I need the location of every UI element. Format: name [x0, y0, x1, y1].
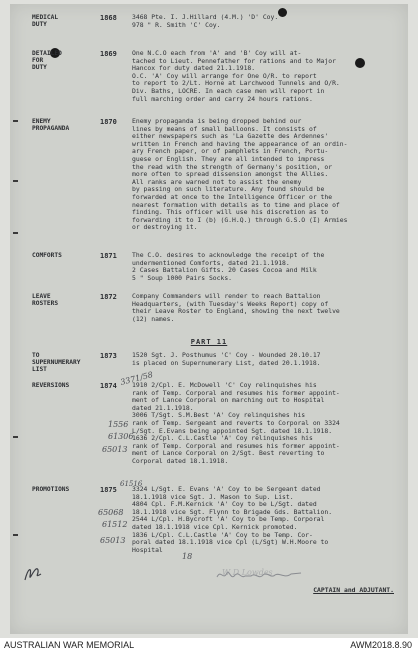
entry-heading: DETAILED FOR DUTY [32, 50, 62, 72]
entry-number: 1875 [100, 486, 117, 494]
margin-mark [13, 120, 18, 122]
entry-text: The C.O. desires to acknowledge the receipt of the undermentioned Comforts, dated 21.1.1918. 2 Cases Battalion Gifts. 20 Cases Cocoa and Milk 5 " Soup 1000 Pairs Socks. [132, 251, 325, 282]
entry-text: 1910 2/Cpl. E. McDowell 'C' Coy relinquishes his rank of Temp. Corporal and resumes his former appoint- ment of Lance Corporal on marching out to Hospital dated 21.1.1918. 3006 T/Sgt. S.M.Best 'A' Coy relinquishes his rank of Temp. Sergeant and reverts to Corporal on 3324 L/Sgt. E.Evans being appointed Sgt. dated 18.1.1918. 1636 2/Cpl. C.L.Castle 'A' Coy relinquishes his rank of Temp. Corporal and resumes his former appoint- ment of Lance Corporal on 2/Sgt. Best reverting to Corporal dated 18.1.1918. [132, 381, 340, 465]
entry-heading: TO SUPERNUMERARY LIST [32, 352, 81, 374]
entry-text: One N.C.O each from 'A' and 'B' Coy will at- tached to Lieut. Pennefather for rations and to Major Hancox for duty dated 21.1.1918. O.C. 'A' Coy will arrange for One O/R. to report to report to 2/Lt. Horne at Larchwood Tunnels and O/R. Div. Baths, LOCRE. In each case men will report in full marching order and carry 24 hours rations. [132, 49, 340, 103]
archive-footer [0, 638, 418, 653]
entry-text: 1520 Sgt. J. Posthumus 'C' Coy - Wounded 20.10.17 is placed on Supernumerary List, dated 20.1.1918. [132, 351, 321, 367]
margin-mark [13, 534, 18, 536]
entry-heading: REVERSIONS [32, 382, 70, 389]
entry-number: 1869 [100, 50, 117, 58]
handwritten-note: 1556 [108, 420, 129, 429]
margin-mark [13, 436, 18, 438]
routine-orders-sheet [10, 4, 408, 634]
handwritten-note: 61306 [108, 432, 134, 441]
entry-heading: MEDICAL DUTY [32, 14, 59, 29]
handwritten-note: 18 [182, 552, 193, 561]
handwritten-note: 65068 [98, 508, 124, 517]
entry-text: 3324 L/Sgt. E. Evans 'A' Coy to be Sergeant dated 18.1.1918 vice Sgt. J. Mason to Sup. List. 4804 Cpl. F.M.Kernick 'A' Coy to be L/Sgt. dated 18.1.1918 vice Sgt. Flynn to Brigade Gds. Battalion. 2544 L/Cpl. H.Bycroft 'A' Coy to be Temp. Corporal dated 18.1.1918 vice Cpl. Kernick promoted. 1836 L/Cpl. C.L.Castle 'A' Coy to be Temp. Cor- poral dated 18.1.1918 vice Cpl (L/Sgt) W.H.Moore to Hospital [132, 485, 333, 554]
entry-number: 1872 [100, 293, 117, 301]
margin-scribble-icon [22, 560, 44, 584]
footer-reference: AWM2018.8.90 [350, 640, 412, 650]
entry-number: 1870 [100, 118, 117, 126]
entry-heading: PROMOTIONS [32, 486, 70, 493]
entry-number: 1874 [100, 382, 117, 390]
entry-number: 1873 [100, 352, 117, 360]
entry-heading: COMFORTS [32, 252, 62, 259]
part-heading: PART 11 [190, 338, 228, 346]
entry-number: 1871 [100, 252, 117, 260]
entry-text: Company Commanders will render to reach Battalion Headquarters, (with Tuesday's Weeks Report) copy of their Leave Roster to England, showing the next twelve (12) names. [132, 292, 340, 323]
handwritten-note: 65013 [102, 445, 128, 454]
handwritten-note: 3371/58 [119, 370, 154, 387]
handwritten-note: 65013 [100, 536, 126, 545]
entry-text: 3468 Pte. I. J.Hillard (4.M.) 'D' Coy. 978 " R. Smith 'C' Coy. [132, 13, 279, 29]
entry-number: 1868 [100, 14, 117, 22]
signature-text: W D Lowdes [222, 568, 273, 577]
handwritten-note: 61512 [102, 520, 128, 529]
margin-mark [13, 180, 18, 182]
signature-title: CAPTAIN and ADJUTANT. [313, 586, 394, 594]
footer-institution: AUSTRALIAN WAR MEMORIAL [4, 640, 135, 650]
entry-heading: ENEMY PROPAGANDA [32, 118, 70, 133]
handwritten-note: 61516 [120, 480, 143, 488]
entry-text: Enemy propaganda is being dropped behind our lines by means of small balloons. It consists of either newspapers such as 'La Gazette des Ardennes' written in French and having the appearance of an ordin- ary French paper, or of pamphlets in French, Portu- guese or English. They are all intended to impress the read with the strength of Germany's position, or more often to spread dissension amongst the Allies. All ranks are warned not to assist the enemy by passing on such literature. Any found should be forwarded at once to the Intelligence Officer or the nearest formation with details as to time and place of finding. This officer will use his discretion as to forwarding it to I (b) (G.H.Q.) through G.S.O (I) Armies or destroying it. [132, 117, 348, 232]
margin-mark [13, 232, 18, 234]
entry-heading: LEAVE ROSTERS [32, 293, 59, 308]
